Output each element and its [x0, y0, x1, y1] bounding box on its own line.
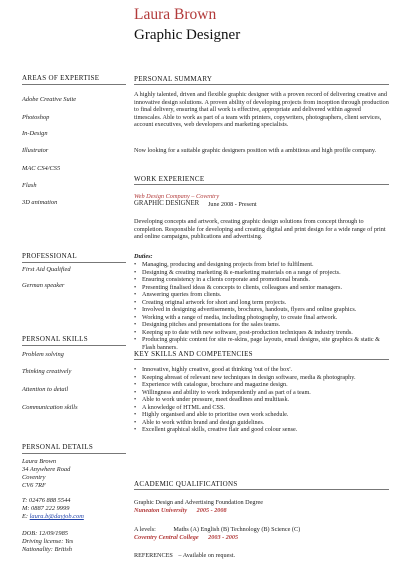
alevels-row [134, 526, 300, 534]
duty-item-text: Keeping up to date with new software, post-production techniques & industry trends. [142, 328, 353, 336]
key-skill-item-text: A knowledge of HTML and CSS. [142, 403, 225, 411]
college-name: Coventry Central College [134, 534, 199, 541]
job-title: Graphic Designer [134, 27, 241, 43]
bullet-icon: • [134, 276, 137, 284]
duties-label: Duties: [134, 253, 153, 260]
key-skill-item [134, 389, 389, 397]
company-name: Web Design Company – Coventry [134, 193, 220, 200]
bullet-icon: • [134, 373, 137, 381]
key-skill-item [134, 426, 389, 434]
details-header: PERSONAL DETAILS [22, 443, 94, 451]
details-telephone: T: 02476 888 5544 [22, 497, 71, 504]
bullet-icon: • [134, 396, 137, 404]
key-skill-item-text: Experience with catalogue, brochure and magazine design. [142, 381, 288, 389]
skills-header: PERSONAL SKILLS [22, 335, 88, 343]
skill-item: Thinking creatively [22, 368, 72, 375]
details-name: Laura Brown [22, 458, 57, 465]
references-label: REFERENCES [134, 552, 173, 559]
summary-paragraph: A highly talented, driven and flexible graphic designer with a proven record of delivering creative and innovative design solutions. A proven ability of developing projects from inception through production to final delivery, ensuring that all work is effective, appropriate and delivered within agreed timescales. Able to work as part of a team with printers, copywriters, photographers, client services, account executives, web developers and marketing specialists. [134, 91, 389, 129]
professional-item: First Aid Qualified [22, 266, 71, 273]
university-name: Nuneaton University [134, 507, 188, 514]
duty-item [134, 261, 389, 269]
details-divider [22, 453, 126, 454]
academic-header: ACADEMIC QUALIFICATIONS [134, 480, 238, 488]
details-mobile: M: 0887 222 9999 [22, 505, 70, 512]
duty-item-text: Ensuring consistency in a clients corporate and promotional brands. [142, 276, 310, 284]
professional-item: German speaker [22, 282, 65, 289]
key-skill-item-text: Able to work under pressure, meet deadlines and multitask. [142, 396, 290, 404]
professional-header: PROFESSIONAL [22, 252, 77, 260]
duty-item [134, 314, 389, 322]
bullet-icon: • [134, 336, 137, 344]
duty-item-text: Involved in designing advertisements, brochures, handouts, flyers and online graphics. [142, 306, 357, 314]
key-skill-item [134, 411, 389, 419]
key-skill-item-text: Able to work within brand and design guidelines. [142, 418, 265, 426]
duty-item [134, 291, 389, 299]
details-driving: Driving license: Yes [22, 538, 74, 545]
summary-paragraph-2: Now looking for a suitable graphic designers position with a ambitious and high profile company. [134, 147, 377, 154]
skill-item: Communication skills [22, 404, 78, 411]
expertise-header: AREAS OF EXPERTISE [22, 74, 100, 82]
details-postcode: CV6 7RF [22, 482, 46, 489]
details-address: 34 Anywhere Road [22, 466, 71, 473]
expertise-item: MAC CS4/CS5 [22, 165, 61, 172]
degree-title: Graphic Design and Advertising Foundation Degree [134, 499, 264, 506]
key-skill-item [134, 419, 389, 427]
expertise-item: 3D animation [22, 199, 58, 206]
bullet-icon: • [134, 328, 137, 336]
duty-item [134, 306, 389, 314]
bullet-icon: • [134, 291, 137, 299]
university-row [134, 507, 227, 515]
duty-item-text: Designing & creating marketing & e-marketing materials on a range of projects. [142, 268, 341, 276]
key-skill-item [134, 381, 389, 389]
summary-header: PERSONAL SUMMARY [134, 75, 213, 83]
key-skill-item-text: Keeping abreast of relevant new techniques in design software, media & photography. [142, 373, 356, 381]
details-nationality: Nationality: British [22, 546, 72, 553]
expertise-divider [22, 84, 126, 85]
bullet-icon: • [134, 426, 137, 434]
work-description: Developing concepts and artwork, creating graphic design solutions from concept through to completion. Responsible for developing and creating digital and print design for a wide range of print and online campaigns, publications and advertising. [134, 218, 386, 241]
work-header: WORK EXPERIENCE [134, 175, 205, 183]
key-skill-item-text: Excellent graphical skills, creative flair and good colour sense. [142, 426, 298, 434]
duty-item-text: Producing graphic content for site re-skins, page layouts, email designs, site graphics & static & Flash banners. [142, 336, 380, 352]
bullet-icon: • [134, 306, 137, 314]
bullet-icon: • [134, 268, 137, 276]
key-skill-item-text: Innovative, highly creative, good at thinking 'out of the box'. [142, 366, 293, 373]
key-skill-item [134, 396, 389, 404]
bullet-icon: • [134, 403, 137, 411]
duty-item-text: Designing pitches and presentations for the sales teams. [142, 321, 281, 329]
skill-item: Attention to detail [22, 386, 69, 393]
university-dates: 2005 - 2008 [196, 507, 227, 514]
alevels-grades: Maths (A) English (B) Technology (B) Science (C) [173, 526, 301, 533]
college-dates: 2003 - 2005 [208, 534, 239, 541]
academic-divider [134, 489, 389, 490]
duty-item [134, 299, 389, 307]
details-dob: DOB: 12/09/1985 [22, 530, 68, 537]
expertise-item: Photoshop [22, 114, 50, 121]
key-skill-item [134, 404, 389, 412]
references-row [134, 552, 235, 560]
skill-item: Problem solving [22, 351, 64, 358]
bullet-icon: • [134, 411, 137, 419]
role-dates: June 2008 - Present [208, 201, 257, 208]
alevels-label: A levels: [134, 526, 156, 533]
summary-divider [134, 84, 389, 85]
bullet-icon: • [134, 418, 137, 426]
bullet-icon: • [134, 366, 137, 373]
duty-item-text: Answering queries from clients. [142, 291, 222, 299]
bullet-icon: • [134, 283, 137, 291]
skills-divider [22, 345, 126, 346]
candidate-name: Laura Brown [134, 6, 217, 23]
role-title: GRAPHIC DESIGNER [134, 200, 200, 207]
details-city: Coventry [22, 474, 46, 481]
duty-item-text: Creating original artwork for short and long term projects. [142, 298, 287, 306]
duty-item [134, 321, 389, 329]
bullet-icon: • [134, 313, 137, 321]
bullet-icon: • [134, 261, 137, 268]
duty-item [134, 329, 389, 337]
duty-item-text: Working with a range of media, including photography, to create final artwork. [142, 313, 338, 321]
bullet-icon: • [134, 381, 137, 389]
key-skill-item-text: Highly organised and able to prioritise own work schedule. [142, 411, 289, 419]
college-row [134, 534, 238, 542]
bullet-icon: • [134, 321, 137, 329]
key-skill-item [134, 374, 389, 382]
references-text: – Available on request. [178, 552, 235, 559]
professional-divider [22, 262, 126, 263]
duty-item [134, 269, 389, 277]
expertise-item: Flash [22, 182, 37, 189]
duty-item [134, 276, 389, 284]
bullet-icon: • [134, 388, 137, 396]
key-skill-item-text: Willingness and ability to work independently and as part of a team. [142, 388, 311, 396]
expertise-item: Illustrator [22, 147, 49, 154]
duty-item-text: Managing, producing and designing projects from brief to fulfilment. [142, 261, 314, 268]
key-skill-item [134, 366, 389, 374]
bullet-icon: • [134, 298, 137, 306]
duties-list [134, 261, 389, 352]
expertise-item: Adobe Creative Suite [22, 96, 77, 103]
work-divider [134, 184, 389, 185]
duty-item [134, 284, 389, 292]
key-skills-divider [134, 359, 389, 360]
email-label: E: [22, 513, 29, 520]
details-email-row [22, 513, 84, 521]
email-link[interactable]: laura.b@dayjob.com [29, 513, 84, 520]
key-skills-list [134, 366, 389, 434]
expertise-item: In-Design [22, 130, 48, 137]
duty-item-text: Presenting finalised ideas & concepts to clients, colleagues and senior managers. [142, 283, 343, 291]
key-skills-header: KEY SKILLS AND COMPETENCIES [134, 350, 253, 358]
